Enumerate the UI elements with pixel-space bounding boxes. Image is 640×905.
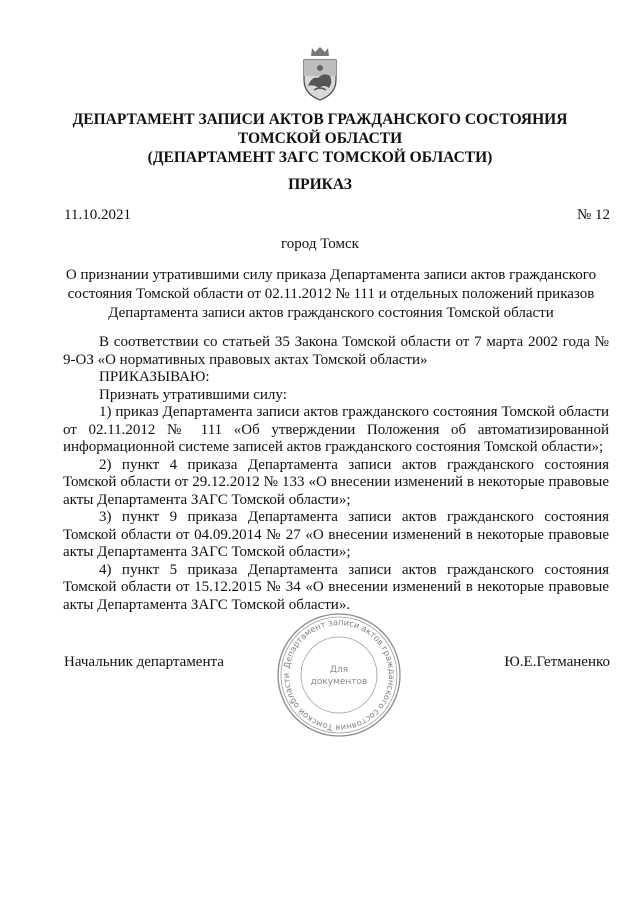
stamp-center-text: документов <box>310 677 368 687</box>
order-body <box>63 334 609 614</box>
official-stamp <box>276 612 402 738</box>
order-item: 2) пункт 4 приказа Департамента записи актов гражданского состояния Томской области от 29.12.2012 № 133 «О внесении изменений в некоторые правовые акты Департамента ЗАГС Томской области»; <box>63 456 609 508</box>
signatory-name: Ю.Е.Гетманенко <box>504 654 610 670</box>
order-item: 3) пункт 9 приказа Департамента записи актов гражданского состояния Томской области от 04.09.2014 № 27 «О внесении изменений в некоторые правовые акты Департамента ЗАГС Томской области»; <box>63 509 609 560</box>
org-region-line: ТОМСКОЙ ОБЛАСТИ <box>237 130 403 147</box>
coat-of-arms-icon <box>302 46 338 102</box>
order-item: 1) приказ Департамента записи актов гражданского состояния Томской области от 02.11.2012 № 111 «Об утверждении Положения об автоматизированной информационной системе записей актов гражданского состояния Томской области»; <box>63 404 609 455</box>
order-number: № 12 <box>576 207 610 223</box>
org-name-line: ДЕПАРТАМЕНТ ЗАПИСИ АКТОВ ГРАЖДАНСКОГО СОСТОЯНИЯ <box>72 111 568 128</box>
order-subject <box>56 266 606 323</box>
org-short-name: (ДЕПАРТАМЕНТ ЗАГС ТОМСКОЙ ОБЛАСТИ) <box>147 149 493 166</box>
preamble-paragraph: В соответствии со статьей 35 Закона Томской области от 7 марта 2002 года № 9-ОЗ «О нормативных правовых актах Томской области» <box>63 334 609 368</box>
order-date: 11.10.2021 <box>64 207 131 223</box>
stamp-center-text: Для <box>329 665 349 675</box>
stamp-ring-text: Департамент записи актов гражданского состояния Томской области <box>280 616 398 734</box>
document-type: ПРИКАЗ <box>288 176 352 193</box>
city: город Томск <box>281 236 359 252</box>
subject-line: Департамента записи актов гражданского состояния Томской области <box>108 305 554 321</box>
order-item: 4) пункт 5 приказа Департамента записи актов гражданского состояния Томской области от 15.12.2015 № 34 «О внесении изменений в некоторые правовые акты Департамента ЗАГС Томской области». <box>63 561 609 613</box>
organization-header <box>0 110 640 167</box>
signatory-position: Начальник департамента <box>64 654 224 670</box>
order-directive: ПРИКАЗЫВАЮ: <box>99 369 210 385</box>
subject-line: О признании утратившими силу приказа Департамента записи актов гражданского <box>65 267 597 283</box>
subject-line: состояния Томской области от 02.11.2012 № 111 и отдельных положений приказов <box>67 286 595 302</box>
order-intro: Признать утратившими силу: <box>99 386 287 403</box>
